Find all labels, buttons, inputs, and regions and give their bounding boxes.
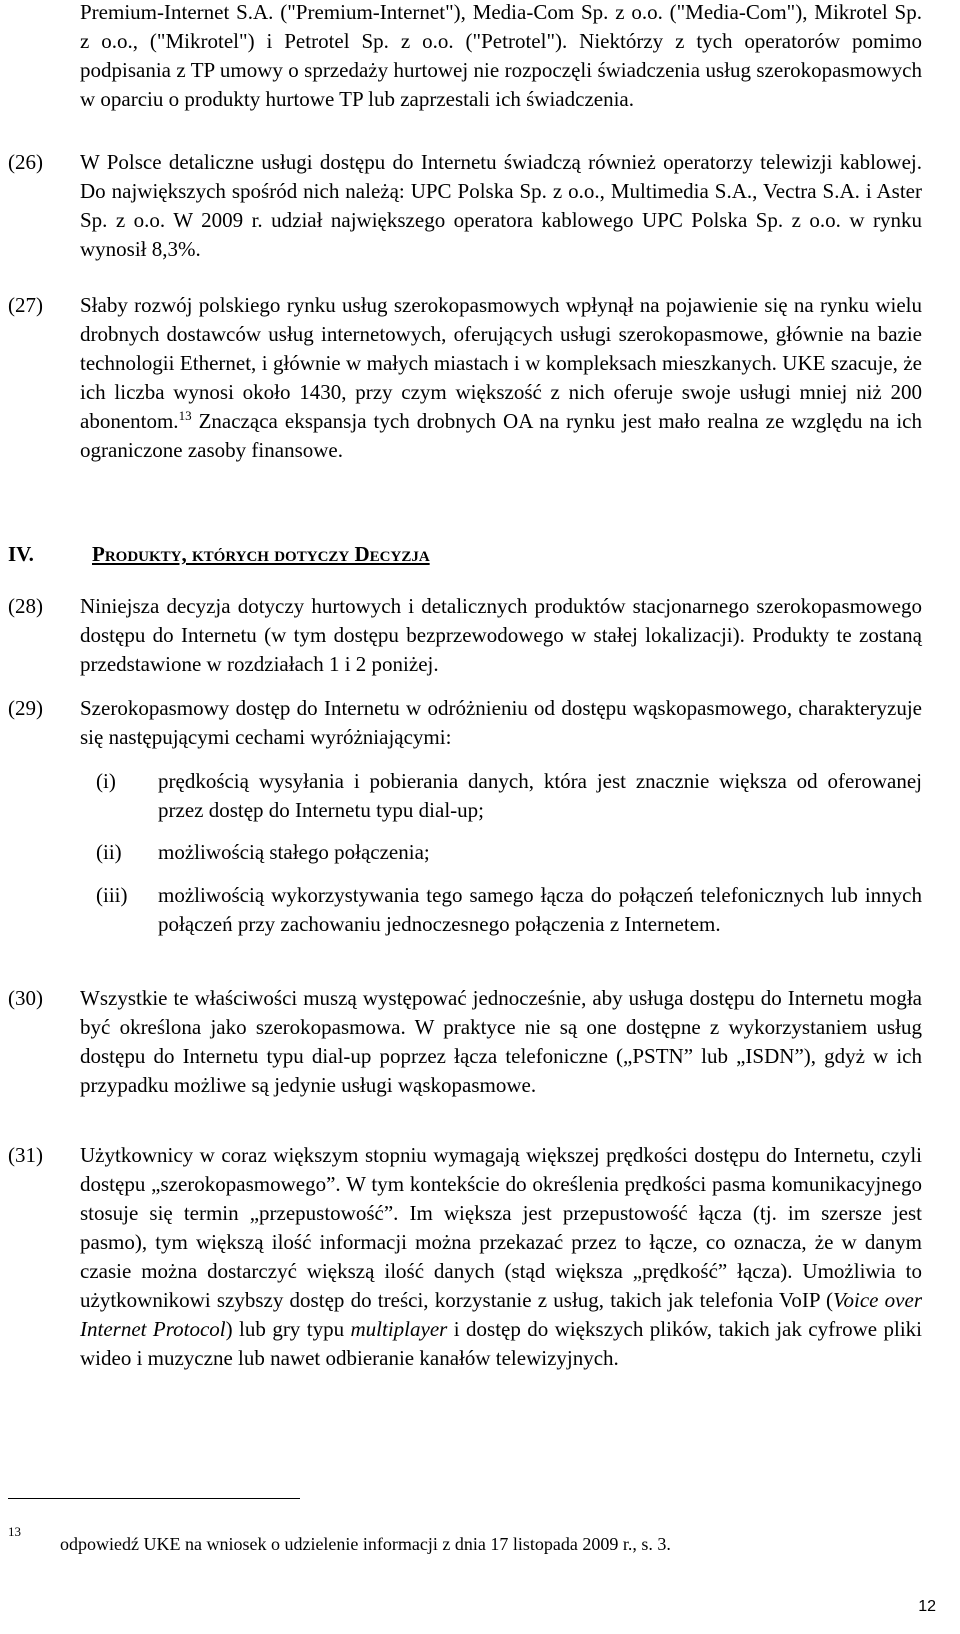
paragraph-28 [8, 592, 922, 679]
paragraph-number: (29) [8, 696, 43, 720]
footnote-divider [8, 1498, 300, 1499]
text-segment: i dostęp do większych plików, takich jak cyfrowe pliki wideo i muzyczne lub nawet odbieranie kanałów telewizyjnych. [80, 1317, 923, 1370]
footnote [8, 1524, 922, 1556]
paragraph-text: Szerokopasmowy dostęp do Internetu w odróżnieniu od dostępu wąskopasmowego, charakteryzuje się następującymi cechami wyróżniającymi: [80, 696, 922, 749]
italic-term: multiplayer [350, 1317, 448, 1341]
section-title: Produkty, których dotyczy Decyzja [92, 542, 430, 566]
text-segment: Znacząca ekspansja tych drobnych OA na rynku jest mało realna ze względu na ich ograniczone zasoby finansowe. [80, 409, 922, 462]
continued-paragraph: Premium-Internet S.A. ("Premium-Internet"), Media-Com Sp. z o.o. ("Media-Com"), Mikrotel Sp. z o.o., ("Mikrotel") i Petrotel Sp. z o.o. ("Petrotel"). Niektórzy z tych operatorów pomimo podpisania z TP umowy o sprzedaży hurtowej nie rozpoczęli świadczenia usług szerokopasmowych w oparciu o produkty hurtowe TP lub zaprzestali ich świadczenia. [80, 0, 922, 111]
paragraph-number: (30) [8, 986, 43, 1010]
list-item [96, 767, 922, 825]
paragraph-text: Wszystkie te właściwości muszą występować jednocześnie, aby usługa dostępu do Internetu mogła być określona jako szerokopasmowa. W praktyce nie są one dostępne z wykorzystaniem usług dostępu do Internetu typu dial-up poprzez łącza telefoniczne („PSTN” lub „ISDN”), gdyż w ich przypadku możliwe są jedynie usługi wąskopasmowe. [80, 986, 922, 1097]
paragraph-text: Niniejsza decyzja dotyczy hurtowych i detalicznych produktów stacjonarnego szerokopasmowego dostępu do Internetu (w tym dostępu bezprzewodowego w stałej lokalizacji). Produkty te zostaną przedstawione w rozdziałach 1 i 2 poniżej. [80, 594, 922, 676]
paragraph-number: (27) [8, 293, 43, 317]
paragraph-text [80, 291, 922, 465]
paragraph-26 [8, 148, 922, 264]
footnote-text: odpowiedź UKE na wniosek o udzielenie informacji z dnia 17 listopada 2009 r., s. 3. [60, 1534, 671, 1554]
text-segment: ) lub gry typu [225, 1317, 351, 1341]
footnote-mark: 13 [8, 1524, 21, 1539]
paragraph-number: (26) [8, 150, 43, 174]
italic-term: Voice over Internet Protocol [80, 1288, 922, 1341]
paragraph-27 [8, 291, 922, 465]
list-item-text: możliwością wykorzystywania tego samego łącza do połączeń telefonicznych lub innych połączeń przy zachowaniu jednoczesnego połączenia z Internetem. [158, 883, 922, 936]
paragraph-text: W Polsce detaliczne usługi dostępu do Internetu świadczą również operatorzy telewizji kablowej. Do największych spośród nich należą: UPC Polska Sp. z o.o., Multimedia S.A., Vectra S.A. i Aster Sp. z o.o. W 2009 r. udział największego operatora kablowego UPC Polska Sp. z o.o. w rynku wynosił 8,3%. [80, 150, 922, 261]
paragraph-30 [8, 984, 922, 1100]
list-item-text: możliwością stałego połączenia; [158, 840, 430, 864]
text-segment: Słaby rozwój polskiego rynku usług szerokopasmowych wpłynął na pojawienie się na rynku wielu drobnych dostawców usług internetowych, oferujących usługi szerokopasmowe, głównie na bazie technologii Ethernet, i głównie w małych miastach i w kompleksach mieszkanych. UKE szacuje, że ich liczba wynosi około 1430, przy czym większość z nich oferuje swoje usługi mniej niż 200 abonentom. [80, 293, 922, 433]
paragraph-31 [8, 1141, 922, 1373]
footnote-reference[interactable]: 13 [178, 408, 192, 423]
text-segment: Użytkownicy w coraz większym stopniu wymagają większej prędkości dostępu do Internetu, czyli dostępu „szerokopasmowego”. W tym kontekście do określenia prędkości pasma komunikacyjnego stosuje się termin „przepustowość”. Im większa jest przepustowość łącza (tj. im szersze jest pasmo), tym większą ilość informacji można przekazać przez to łącze, co oznacza, że w danym czasie można dostarczyć większą ilość danych (stąd większa „prędkość” łącza). Umożliwia to użytkownikowi szybszy dostęp do treści, korzystanie z usług, takich jak telefonia VoIP ( [80, 1143, 922, 1312]
list-item-number: (i) [96, 769, 116, 793]
paragraph-text [80, 1141, 922, 1373]
list-item-number: (ii) [96, 840, 122, 864]
list-item-text: prędkością wysyłania i pobierania danych, która jest znacznie większa od oferowanej przez dostęp do Internetu typu dial-up; [158, 769, 922, 822]
paragraph-29 [8, 694, 922, 752]
paragraph-number: (31) [8, 1143, 43, 1167]
paragraph-number: (28) [8, 594, 43, 618]
page-number: 12 [918, 1598, 936, 1615]
list-item [96, 838, 922, 867]
list-item [96, 881, 922, 939]
list-item-number: (iii) [96, 883, 128, 907]
section-number: IV. [8, 542, 34, 566]
